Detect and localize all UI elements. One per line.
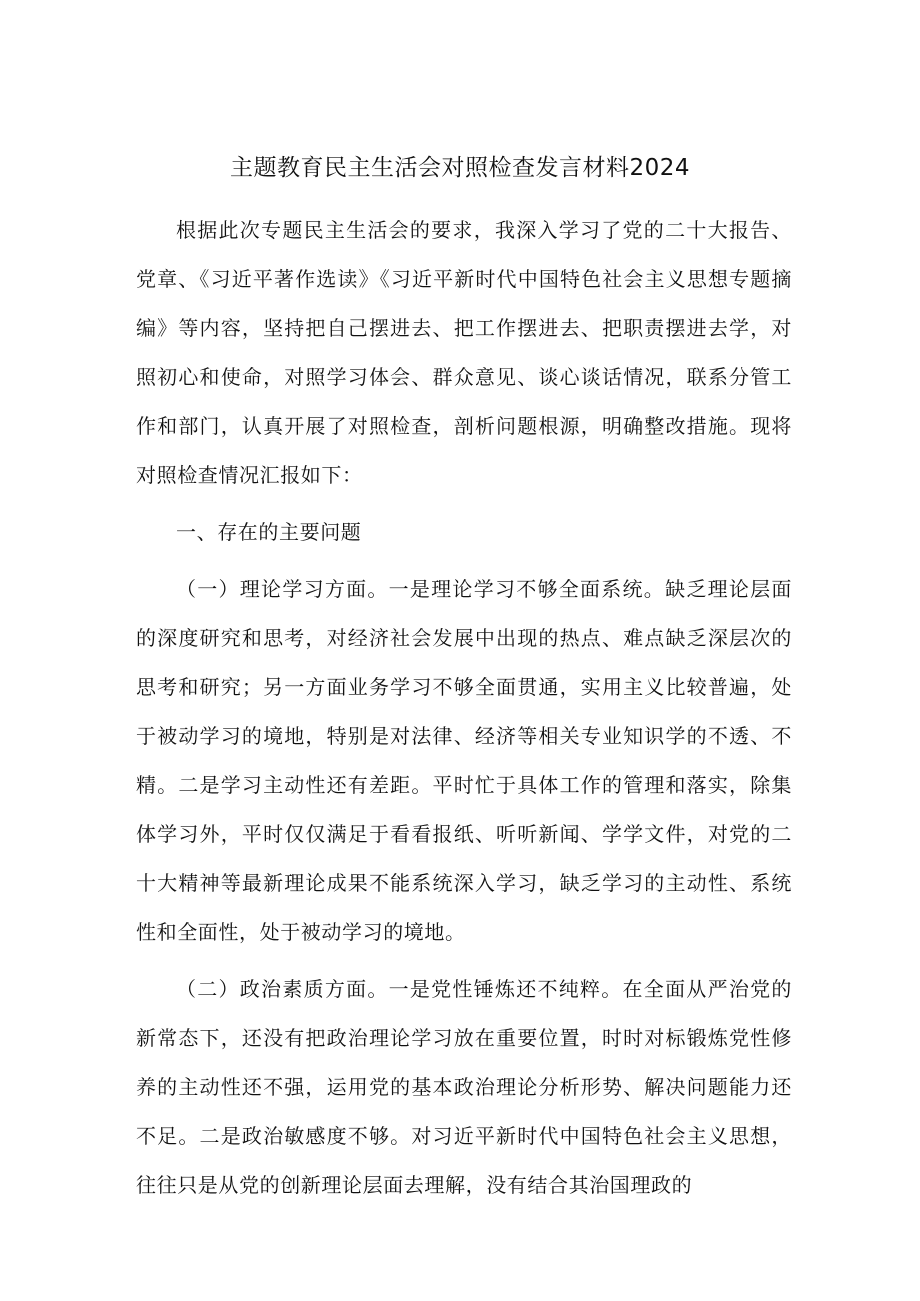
section-heading-main-problems: 一、存在的主要问题 [176,520,362,544]
document-title: 主题教育民主生活会对照检查发言材料2024 [229,155,691,181]
political-quality-paragraph: （二）政治素质方面。一是党性锤炼还不纯粹。在全面从严治党的新常态下，还没有把政治理论学习放在重要位置，时时对标锻炼党性修养的主动性还不强，运用党的基本政治理论分析形势、解决问题能力还不足。二是政治敏感度不够。对习近平新时代中国特色社会主义思想，往往只是从党的创新理论层面去理解，没有结合其治国理政的 [136,977,792,1197]
theory-study-paragraph: （一）理论学习方面。一是理论学习不够全面系统。缺乏理论层面的深度研究和思考，对经济社会发展中出现的热点、难点缺乏深层次的思考和研究；另一方面业务学习不够全面贯通，实用主义比较普遍，处于被动学习的境地，特别是对法律、经济等相关专业知识学的不透、不精。二是学习主动性还有差距。平时忙于具体工作的管理和落实，除集体学习外，平时仅仅满足于看看报纸、听听新闻、学学文件，对党的二十大精神等最新理论成果不能系统深入学习，缺乏学习的主动性、系统性和全面性，处于被动学习的境地。 [136,577,792,944]
intro-paragraph: 根据此次专题民主生活会的要求，我深入学习了党的二十大报告、党章、《习近平著作选读》《习近平新时代中国特色社会主义思想专题摘编》等内容，坚持把自己摆进去、把工作摆进去、把职责摆进去学，对照初心和使命，对照学习体会、群众意见、谈心谈话情况，联系分管工作和部门，认真开展了对照检查，剖析问题根源，明确整改措施。现将对照检查情况汇报如下： [136,218,792,487]
document-body [136,206,792,1210]
